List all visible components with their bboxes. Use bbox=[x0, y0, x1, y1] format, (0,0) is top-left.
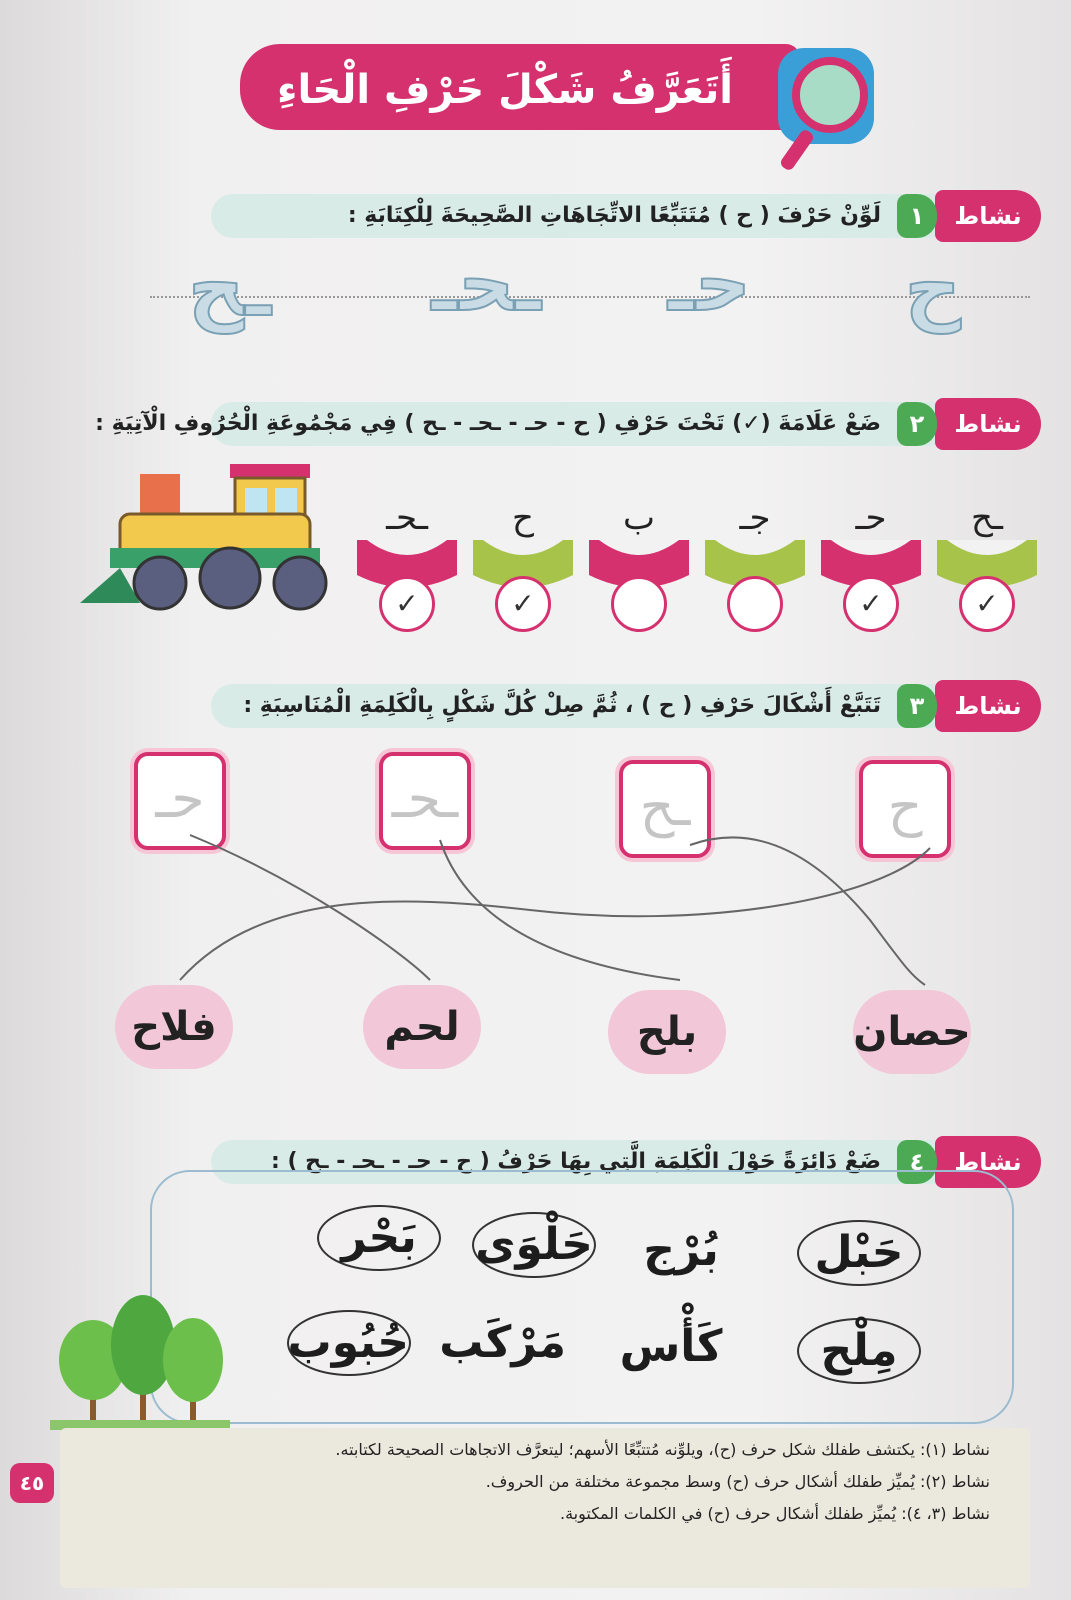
activity-2-label: نشاط bbox=[935, 398, 1041, 450]
word-option[interactable]: مَرْكَب bbox=[439, 1317, 566, 1368]
activity-3-number: ٣ bbox=[897, 684, 937, 728]
cart-letter: جـ bbox=[739, 498, 771, 538]
page-number: ٤٥ bbox=[10, 1463, 54, 1503]
word-cloud[interactable]: فلاح bbox=[115, 985, 233, 1069]
cart-letter: ب bbox=[622, 498, 655, 538]
trees-illustration bbox=[50, 1290, 230, 1430]
activity-4-number: ٤ bbox=[897, 1140, 937, 1184]
activity-4-frame bbox=[150, 1170, 1014, 1424]
parent-notes bbox=[60, 1428, 1030, 1588]
page-title: أَتَعَرَّفُ شَكْلَ حَرْفِ الْحَاءِ bbox=[277, 67, 733, 113]
activity-3-instruction: تَتَبَّعْ أَشْكَالَ حَرْفِ ( ح ) ، ثُمَّ صِلْ كُلَّ شَكْلٍ بِالْكَلِمَةِ الْمُنَاسِبَةِ : bbox=[243, 693, 881, 718]
parent-note: نشاط (٢): يُميِّز طفلك أشكال حرف (ح) وسط مجموعة مختلفة من الحروف. bbox=[485, 1472, 990, 1491]
word-option[interactable]: حُبُوب bbox=[287, 1310, 411, 1376]
activity-2-number: ٢ bbox=[897, 402, 937, 446]
trace-letter[interactable]: حـ bbox=[668, 239, 751, 329]
word-option[interactable]: كَأْس bbox=[619, 1321, 723, 1372]
parent-note: نشاط (١): يكتشف طفلك شكل حرف (ح)، ويلوِّنه مُتتبِّعًا الأسهم؛ ليتعرَّف الاتجاهات الصحيحة لكتابته. bbox=[335, 1440, 990, 1459]
cart-letter: ـحـ bbox=[386, 498, 428, 538]
check-circle[interactable]: ✓ bbox=[843, 576, 899, 632]
check-circle[interactable]: ✓ bbox=[379, 576, 435, 632]
word-cloud[interactable]: بلح bbox=[608, 990, 726, 1074]
activity-3-label: نشاط bbox=[935, 680, 1041, 732]
word-option[interactable]: حَبْل bbox=[797, 1220, 921, 1286]
word-option[interactable]: بَحْر bbox=[317, 1205, 441, 1271]
cart-letter: حـ bbox=[855, 498, 887, 538]
word-option[interactable]: بُرْج bbox=[643, 1225, 719, 1276]
activity-4-instruction: ضَعْ دَائِرَةً حَوْلَ الْكَلِمَةِ الَّتِي بِهَا حَرْفُ ( ح - حـ - ـحـ - ـح ) : bbox=[271, 1149, 881, 1174]
check-circle[interactable]: ✓ bbox=[959, 576, 1015, 632]
word-cloud[interactable]: لحم bbox=[363, 985, 481, 1069]
trace-letter[interactable]: ح bbox=[904, 244, 961, 334]
letter-shape-card[interactable]: حـ bbox=[134, 752, 226, 850]
trace-letter[interactable]: ـحـ bbox=[431, 239, 541, 329]
activity-2-instruction: ضَعْ عَلَامَةَ (✓) تَحْتَ حَرْفِ ( ح - حـ - ـحـ - ـح ) فِي مَجْمُوعَةِ الْحُرُوفِ الْآتِيَةِ : bbox=[95, 411, 881, 436]
activity-1-instruction: لَوِّنْ حَرْفَ ( ح ) مُتَتَبِّعًا الاتِّجَاهَاتِ الصَّحِيحَةَ لِلْكِتَابَةِ : bbox=[347, 203, 881, 228]
check-circle[interactable]: ✓ bbox=[495, 576, 551, 632]
trace-letter[interactable]: ـح bbox=[188, 244, 271, 334]
letter-shape-card[interactable]: ح bbox=[859, 760, 951, 858]
cart-letter: ح bbox=[512, 498, 534, 538]
word-option[interactable]: حَلْوَى bbox=[472, 1212, 596, 1278]
word-option[interactable]: مِلْح bbox=[797, 1318, 921, 1384]
word-cloud[interactable]: حصان bbox=[853, 990, 971, 1074]
letter-shape-card[interactable]: ـحـ bbox=[379, 752, 471, 850]
activity-1-number: ١ bbox=[897, 194, 937, 238]
cart-letter: ـح bbox=[971, 498, 1003, 538]
activity-1-label: نشاط bbox=[935, 190, 1041, 242]
parent-note: نشاط (٣، ٤): يُميِّز طفلك أشكال حرف (ح) في الكلمات المكتوبة. bbox=[559, 1504, 990, 1523]
letter-shape-card[interactable]: ـح bbox=[619, 760, 711, 858]
activity-4-label: نشاط bbox=[935, 1136, 1041, 1188]
